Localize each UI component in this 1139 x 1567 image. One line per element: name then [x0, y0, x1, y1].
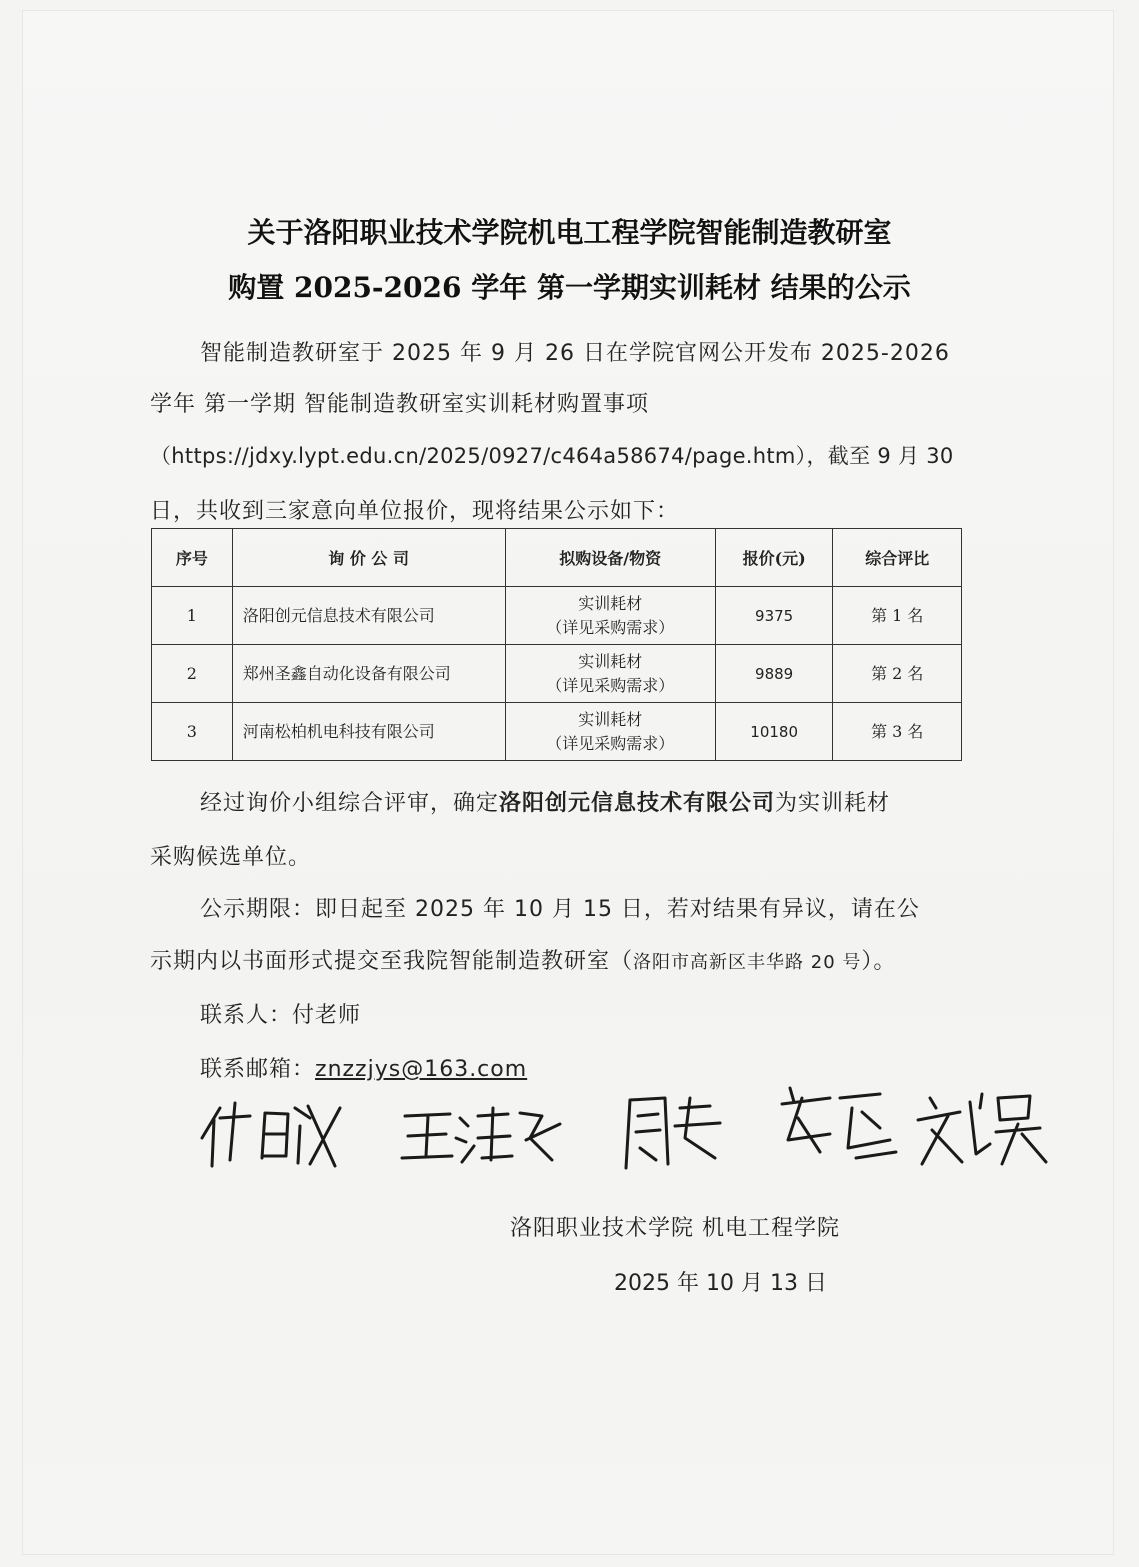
contact-email-link[interactable]: znzzjys@163.com: [315, 1057, 528, 1082]
quotation-table: [151, 528, 962, 761]
result-line1: [200, 786, 890, 817]
row-item-line2: （详见采购需求）: [546, 733, 675, 753]
table-row: [152, 703, 962, 761]
signature-4: [782, 1088, 896, 1158]
issuer-name: 洛阳职业技术学院 机电工程学院: [510, 1216, 840, 1241]
table-row: [152, 645, 962, 703]
row-item: [505, 703, 715, 761]
row-rank: 第 3 名: [833, 703, 962, 761]
intro-line4: 日，共收到三家意向单位报价，现将结果公示如下：: [150, 499, 680, 524]
row-rank: 第 1 名: [833, 587, 962, 645]
row-item: [505, 645, 715, 703]
row-item-line1: 实训耗材: [578, 709, 643, 729]
handwritten-signatures: [190, 1068, 1070, 1178]
intro-line3-url: （https://jdxy.lypt.edu.cn/2025/0927/c464a58674/page.htm），截至 9 月 30: [150, 444, 954, 468]
notice-address: 洛阳市高新区丰华路 20 号: [633, 952, 862, 973]
table-header-row: [152, 529, 962, 587]
row-company: 洛阳创元信息技术有限公司: [232, 587, 505, 645]
header-price: 报价(元): [715, 529, 833, 587]
row-no: 1: [152, 587, 233, 645]
notice-line2: [150, 944, 896, 975]
row-price: 9375: [715, 587, 833, 645]
contact-email-label: 联系邮箱：: [200, 1057, 316, 1082]
result-suffix: 为实训耗材: [775, 791, 891, 816]
row-item-line2: （详见采购需求）: [546, 617, 675, 637]
header-item: 拟购设备/物资: [505, 529, 715, 587]
result-prefix: 经过询价小组综合评审，确定: [200, 791, 500, 816]
row-item-line2: （详见采购需求）: [546, 675, 675, 695]
row-price: 9889: [715, 645, 833, 703]
row-item-line1: 实训耗材: [578, 651, 643, 671]
row-price: 10180: [715, 703, 833, 761]
document-title-line1: 关于洛阳职业技术学院机电工程学院智能制造教研室: [247, 216, 892, 249]
signatures-drawing: [190, 1068, 1070, 1178]
notice-suffix: ）。: [861, 949, 897, 974]
row-rank: 第 2 名: [833, 645, 962, 703]
signature-3: [626, 1098, 720, 1168]
row-company: 郑州圣鑫自动化设备有限公司: [232, 645, 505, 703]
intro-line2: 学年 第一学期 智能制造教研室实训耗材购置事项: [150, 392, 649, 417]
result-line2: 采购候选单位。: [150, 845, 312, 870]
header-company: 询 价 公 司: [232, 529, 505, 587]
intro-line1: 智能制造教研室于 2025 年 9 月 26 日在学院官网公开发布 2025-2026: [200, 341, 950, 366]
signature-5: [918, 1094, 1046, 1164]
signature-2: [402, 1108, 560, 1162]
notice-line1: 公示期限：即日起至 2025 年 10 月 15 日，若对结果有异议，请在公: [200, 897, 920, 922]
header-rank: 综合评比: [833, 529, 962, 587]
row-company: 河南松柏机电科技有限公司: [232, 703, 505, 761]
issue-date: 2025 年 10 月 13 日: [614, 1271, 827, 1296]
row-item-line1: 实训耗材: [578, 593, 643, 613]
selected-company: 洛阳创元信息技术有限公司: [499, 791, 776, 816]
signature-1: [202, 1103, 340, 1166]
contact-person: [200, 998, 361, 1029]
row-no: 2: [152, 645, 233, 703]
row-item: [505, 587, 715, 645]
contact-person-value: 付老师: [292, 1003, 362, 1028]
document-title-line2: 购置 2025-2026 学年 第一学期实训耗材 结果的公示: [228, 271, 911, 304]
header-no: 序号: [152, 529, 233, 587]
table-row: [152, 587, 962, 645]
contact-person-label: 联系人：: [200, 1003, 293, 1028]
notice-prefix: 示期内以书面形式提交至我院智能制造教研室（: [150, 949, 634, 974]
row-no: 3: [152, 703, 233, 761]
